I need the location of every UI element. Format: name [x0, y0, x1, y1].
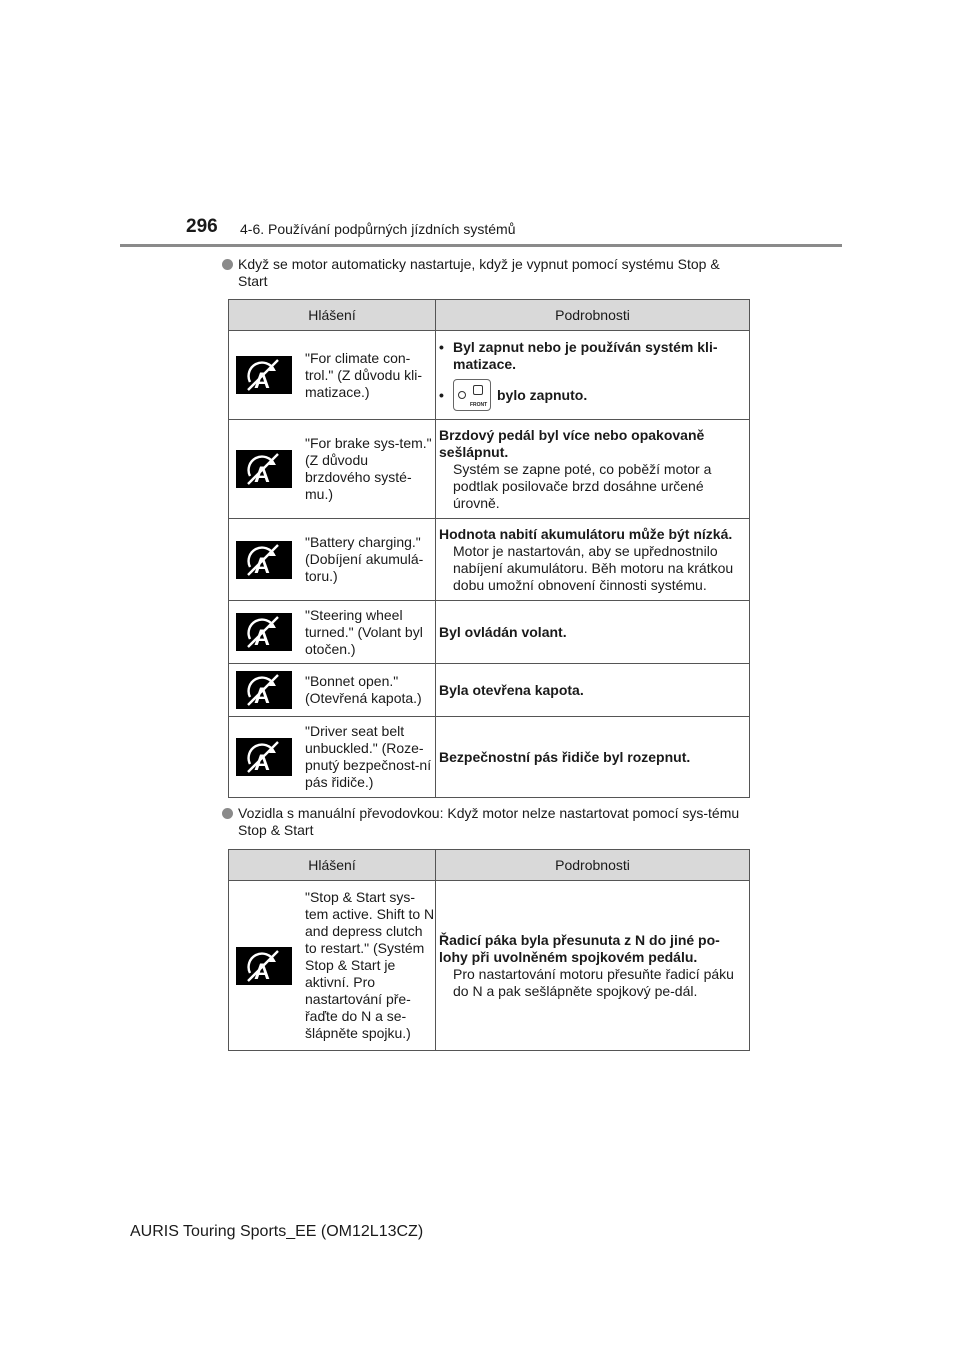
detail-text: Pro nastartování motoru přesuňte řadicí páku do N a pak sešlápněte spojkový pe-dál.: [453, 965, 734, 999]
detail-text: Byl zapnut nebo je používán systém kli-matizace.: [453, 339, 718, 372]
details-cell: [436, 881, 750, 1051]
list-item: • FRONT bylo zapnuto.: [439, 379, 746, 411]
table-row: [229, 601, 750, 664]
col-header-details: Podrobnosti: [436, 850, 750, 881]
message-cell: [229, 601, 436, 664]
table-row: [229, 331, 750, 420]
message-text: "For climate con-trol." (Z důvodu kli-matizace.): [305, 349, 423, 400]
manual-messages-table: [228, 849, 750, 1051]
stop-start-off-icon: [236, 450, 292, 488]
section-title: 4-6. Používání podpůrných jízdních systémů: [240, 221, 516, 237]
message-text: "For brake sys-tem." (Z důvodu brzdového systé-mu.): [305, 435, 432, 502]
message-text: "Battery charging." (Dobíjení akumulá-toru.): [305, 534, 424, 584]
col-header-message: Hlášení: [229, 300, 436, 331]
stop-start-off-icon: [236, 356, 292, 394]
detail-bold: Byl ovládán volant.: [439, 623, 567, 640]
details-cell: [436, 664, 750, 717]
message-text: "Driver seat belt unbuckled." (Roze-pnutý bezpečnost-ní pás řidiče.): [305, 723, 432, 790]
page-number: 296: [186, 216, 218, 237]
message-text: "Steering wheel turned." (Volant byl otočen.): [305, 606, 423, 657]
table-row: [229, 519, 750, 601]
message-cell: [229, 881, 436, 1051]
bullet-text: Když se motor automaticky nastartuje, když je vypnut pomocí systému Stop & Start: [238, 256, 720, 289]
bullet-dot-icon: [222, 808, 233, 819]
table-row: [229, 881, 750, 1051]
stop-start-off-icon: [236, 541, 292, 579]
bullet-text: Vozidla s manuální převodovkou: Když motor nelze nastartovat pomocí sys-tému Stop & Start: [238, 805, 740, 838]
message-cell: [229, 664, 436, 717]
detail-bold: Byla otevřena kapota.: [439, 681, 584, 698]
message-text: "Stop & Start sys-tem active. Shift to N and depress clutch to restart." (Systém Stop & Start je aktivní. Pro nastartování pře-řaďte do N a se-šlápněte spojku.): [305, 889, 435, 1041]
details-cell: [436, 331, 750, 420]
details-cell: [436, 717, 750, 798]
detail-bold: Bezpečnostní pás řidiče byl rozepnut.: [439, 748, 691, 765]
table-row: [229, 664, 750, 717]
message-cell: [229, 519, 436, 601]
details-cell: [436, 601, 750, 664]
stop-start-off-icon: [236, 947, 292, 985]
details-cell: [436, 420, 750, 519]
detail-text: Motor je nastartován, aby se upřednostnilo nabíjení akumulátoru. Běh motoru na krátkou dobu umožní obnovení činnosti systému.: [453, 542, 734, 593]
table-header-row: [229, 850, 750, 881]
bullet-dot-icon: [222, 259, 233, 270]
message-cell: [229, 717, 436, 798]
details-cell: [436, 519, 750, 601]
bullet-manual-transmission: [222, 805, 752, 839]
table-row: [229, 717, 750, 798]
header-divider: [120, 244, 842, 247]
detail-bold: Brzdový pedál byl více nebo opakovaně sešlápnut.: [439, 426, 705, 460]
message-text: "Bonnet open." (Otevřená kapota.): [305, 673, 422, 706]
col-header-details: Podrobnosti: [436, 300, 750, 331]
footer-model: AURIS Touring Sports_EE (OM12L13CZ): [130, 1223, 424, 1240]
message-cell: [229, 331, 436, 420]
col-header-message: Hlášení: [229, 850, 436, 881]
detail-bold: Hodnota nabití akumulátoru může být nízká.: [439, 525, 733, 542]
message-cell: [229, 420, 436, 519]
detail-text: bylo zapnuto.: [497, 386, 588, 403]
button-label: FRONT: [470, 402, 488, 408]
stop-start-off-icon: [236, 738, 292, 776]
stop-start-off-icon: [236, 613, 292, 651]
restart-messages-table: [228, 299, 750, 798]
list-item: • Byl zapnut nebo je používán systém kli-matizace.: [439, 339, 746, 373]
table-row: [229, 420, 750, 519]
bullet-auto-restart: [222, 256, 752, 290]
table-header-row: [229, 300, 750, 331]
detail-bold: Řadicí páka byla přesunuta z N do jiné po-lohy při uvolněném spojkovém pedálu.: [439, 931, 720, 965]
stop-start-off-icon: [236, 671, 292, 709]
detail-text: Systém se zapne poté, co poběží motor a podtlak posilovače brzd dosáhne určené úrovně.: [453, 460, 712, 511]
front-defroster-button-icon: [453, 379, 491, 411]
